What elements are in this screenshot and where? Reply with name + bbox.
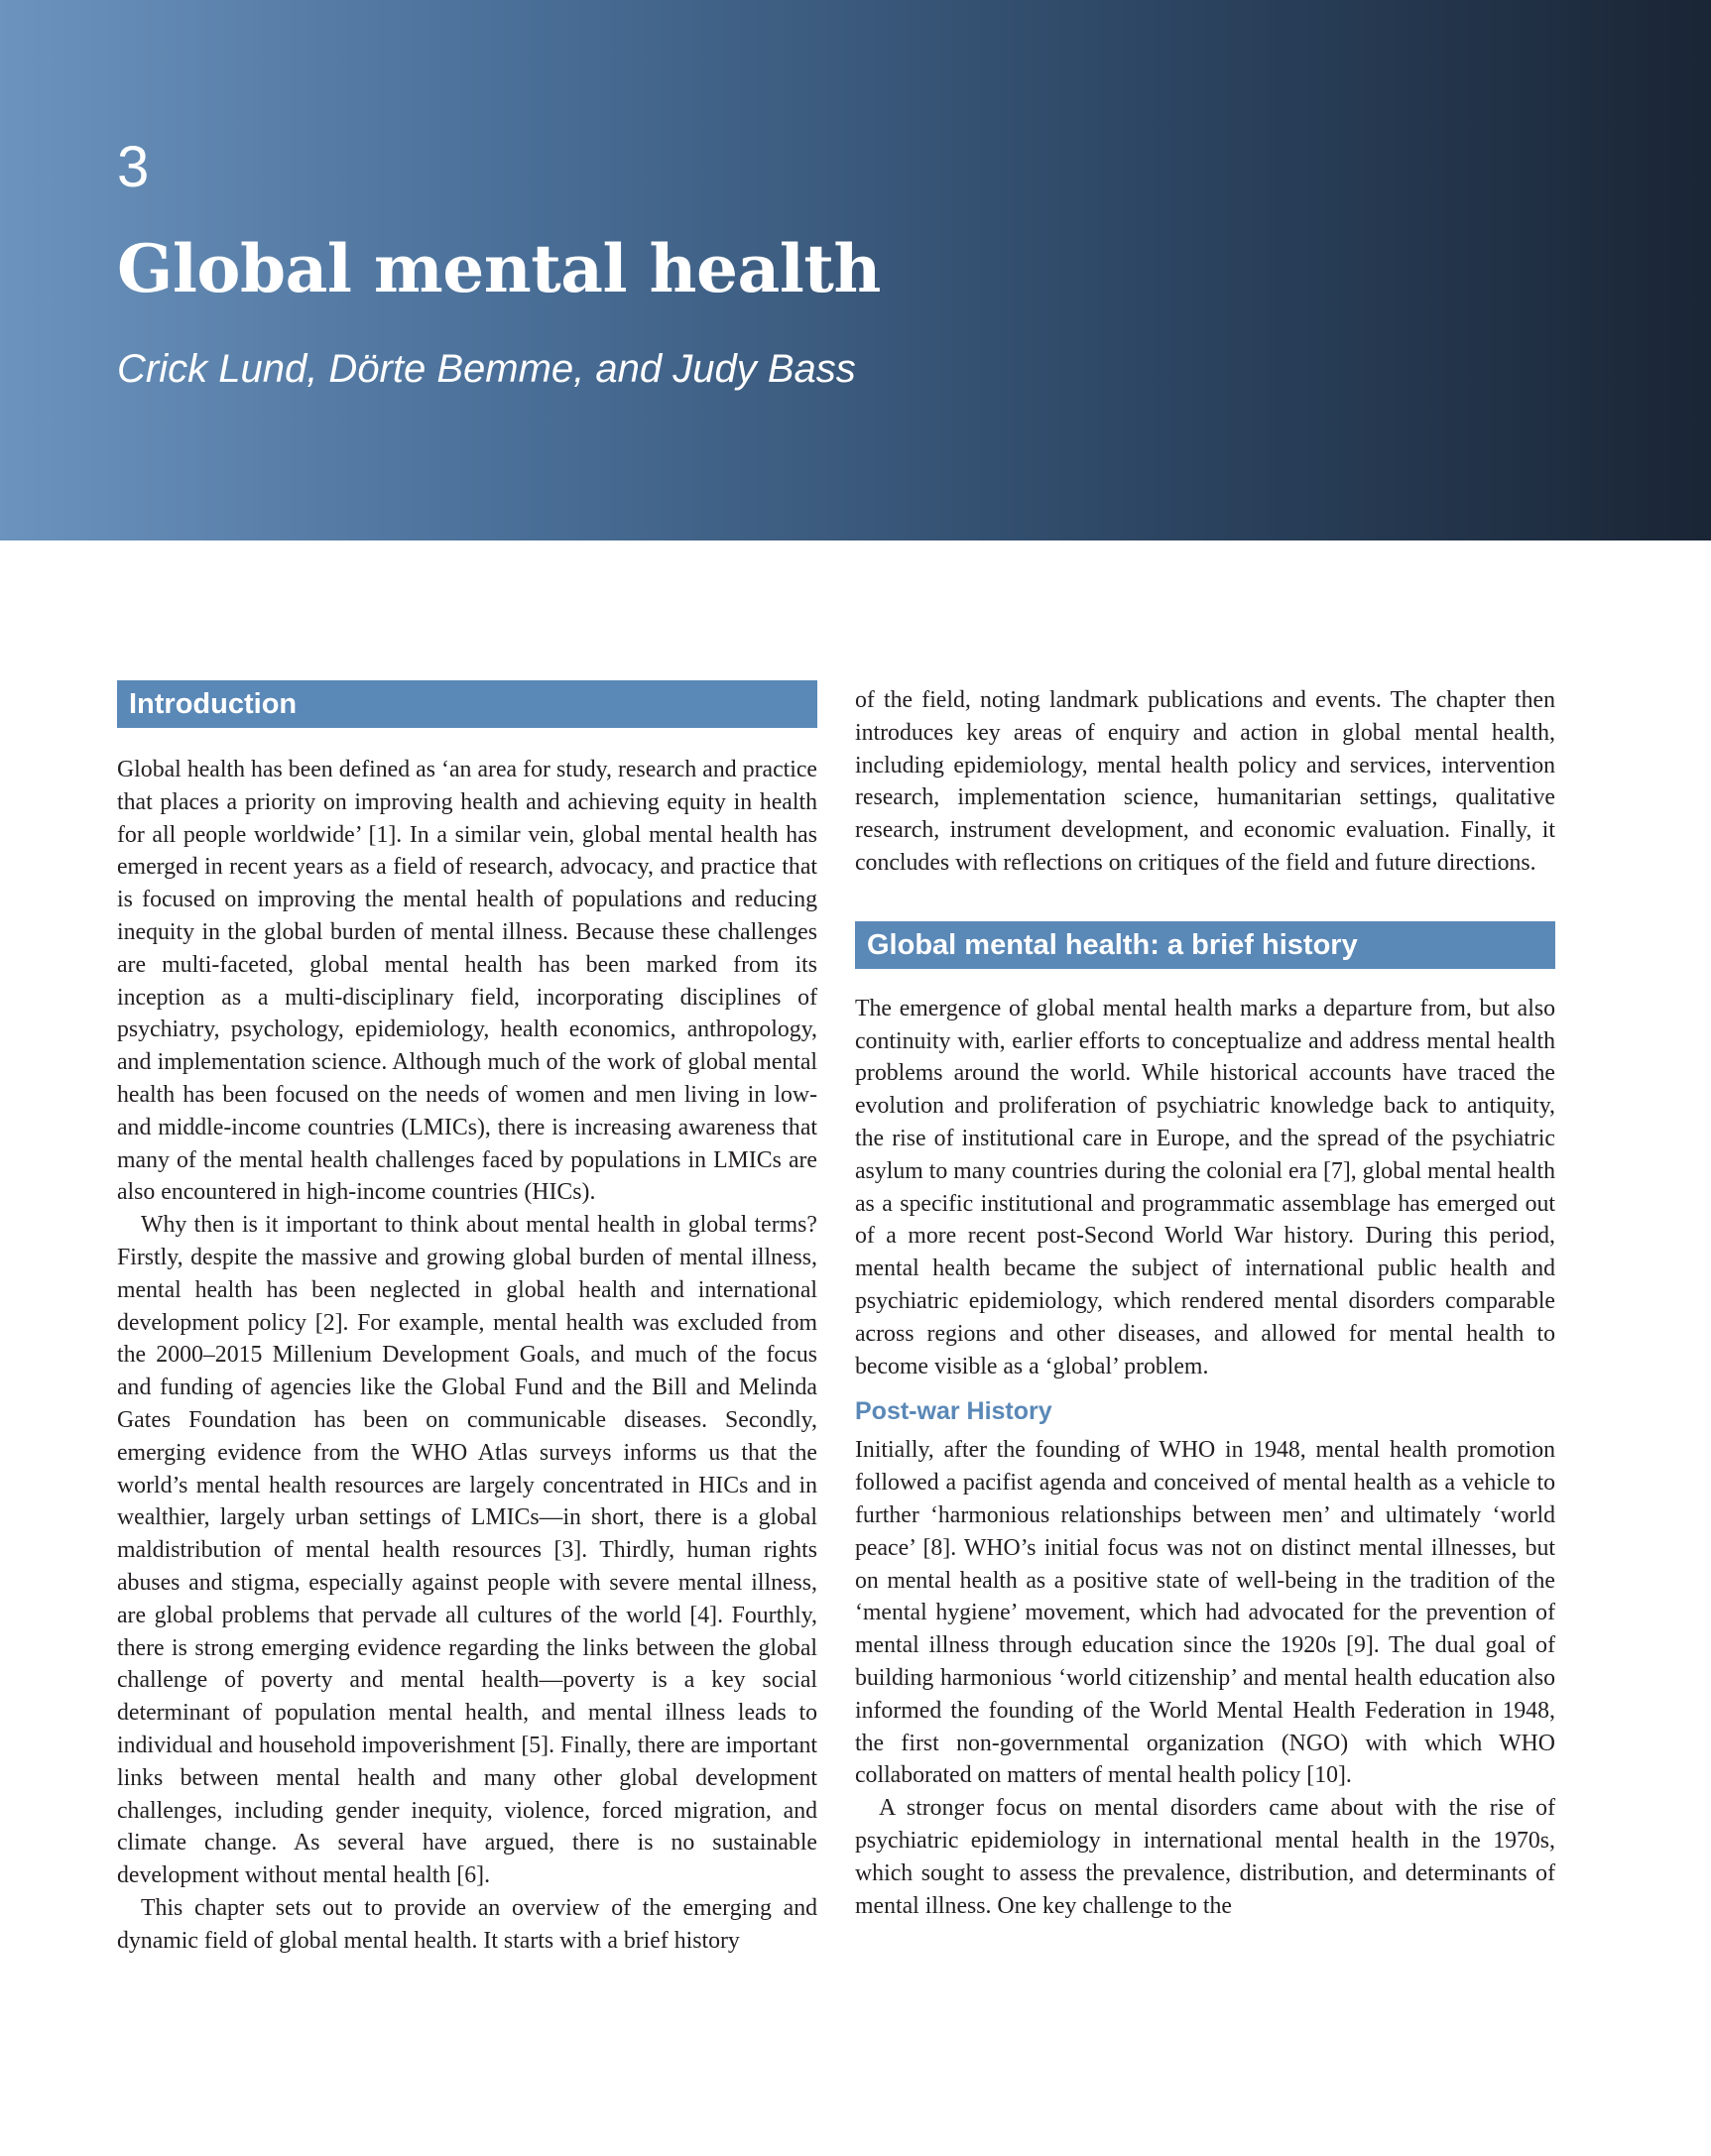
chapter-authors: Crick Lund, Dörte Bemme, and Judy Bass bbox=[117, 347, 856, 391]
paragraph: Global health has been defined as ‘an area for study, research and practice that places a priority on improving health and achieving equity in health for all people worldwide’ [1]. In a similar vein, global mental health has emerged in recent years as a field of research, advocacy, and practice that is focused on improving the mental health of populations and reducing inequity in the global burden of mental illness. Because these challenges are multi-faceted, global mental health has been marked from its inception as a multi-disciplinary field, incorporating disciplines of psychiatry, psychology, epidemiology, health economics, anthropology, and implementation science. Although much of the work of global mental health has been focused on the needs of women and men living in low- and middle-income countries (LMICs), there is increasing awareness that many of the mental health challenges faced by populations in LMICs are also encountered in high-income countries (HICs). bbox=[117, 757, 817, 1206]
right-column bbox=[855, 684, 1555, 1922]
paragraph: A stronger focus on mental disorders came about with the rise of psychiatric epidemiology in international mental health in the 1970s, which sought to assess the prevalence, distribution, and determinants of mental illness. One key challenge to the bbox=[855, 1795, 1555, 1919]
chapter-banner bbox=[0, 0, 1711, 540]
paragraph: Why then is it important to think about mental health in global terms? Firstly, despite the massive and growing global burden of mental illness, mental health has been neglected in global health and international development policy [2]. For example, mental health was excluded from the 2000–2015 Millenium Development Goals, and much of the focus and funding of agencies like the Global Fund and the Bill and Melinda Gates Foundation has been on communicable diseases. Secondly, emerging evidence from the WHO Atlas surveys informs us that the world’s mental health resources are largely concentrated in HICs and in wealthier, largely urban settings of LMICs—in short, there is a global maldistribution of mental health resources [3]. Thirdly, human rights abuses and stigma, especially against people with severe mental illness, are global problems that pervade all cultures of the world [4]. Fourthly, there is strong emerging evidence regarding the links between the global challenge of poverty and mental health—poverty is a key social determinant of population mental health, and mental illness leads to individual and household impoverishment [5]. Finally, there are important links between mental health and many other global development challenges, including gender inequity, violence, forced migration, and climate change. As several have argued, there is no sustainable development without mental health [6]. bbox=[117, 1212, 817, 1889]
chapter-title: Global mental health bbox=[117, 230, 881, 307]
section-heading-introduction: Introduction bbox=[117, 680, 817, 728]
section-heading-history: Global mental health: a brief history bbox=[855, 921, 1555, 969]
subsection-heading-post-war: Post-war History bbox=[855, 1397, 1052, 1426]
chapter-number: 3 bbox=[117, 135, 150, 199]
paragraph: The emergence of global mental health marks a departure from, but also continuity with, earlier efforts to conceptualize and address mental health problems around the world. While historical accounts have traced the evolution and proliferation of psychiatric knowledge back to antiquity, the rise of institutional care in Europe, and the spread of the psychiatric asylum to many countries during the colonial era [7], global mental health as a specific institutional and programmatic assemblage has emerged out of a more recent post-Second World War history. During this period, mental health became the subject of international public health and psychiatric epidemiology, which rendered mental disorders comparable across regions and other diseases, and allowed for mental health to become visible as a ‘global’ problem. bbox=[855, 995, 1555, 1379]
paragraph-continuation: of the field, noting landmark publications and events. The chapter then introduces key areas of enquiry and action in global mental health, including epidemiology, mental health policy and services, intervention research, implementation science, humanitarian settings, qualitative research, instrument development, and economic evaluation. Finally, it concludes with reflections on critiques of the field and future directions. bbox=[855, 687, 1555, 876]
left-column bbox=[117, 680, 817, 1957]
paragraph: Initially, after the founding of WHO in 1948, mental health promotion followed a pacifist agenda and conceived of mental health as a vehicle to further ‘harmonious relationships between men’ and ultimately ‘world peace’ [8]. WHO’s initial focus was not on distinct mental illnesses, but on mental health as a positive state of well-being in the tradition of the ‘mental hygiene’ movement, which had advocated for the prevention of mental illness through education since the 1920s [9]. The dual goal of building harmonious ‘world citizenship’ and mental health education also informed the founding of the World Mental Health Federation in 1948, the first non-governmental organization (NGO) with which WHO collaborated on matters of mental health policy [10]. bbox=[855, 1437, 1555, 1789]
paragraph: This chapter sets out to provide an overview of the emerging and dynamic field of global mental health. It starts with a brief history bbox=[117, 1894, 817, 1954]
